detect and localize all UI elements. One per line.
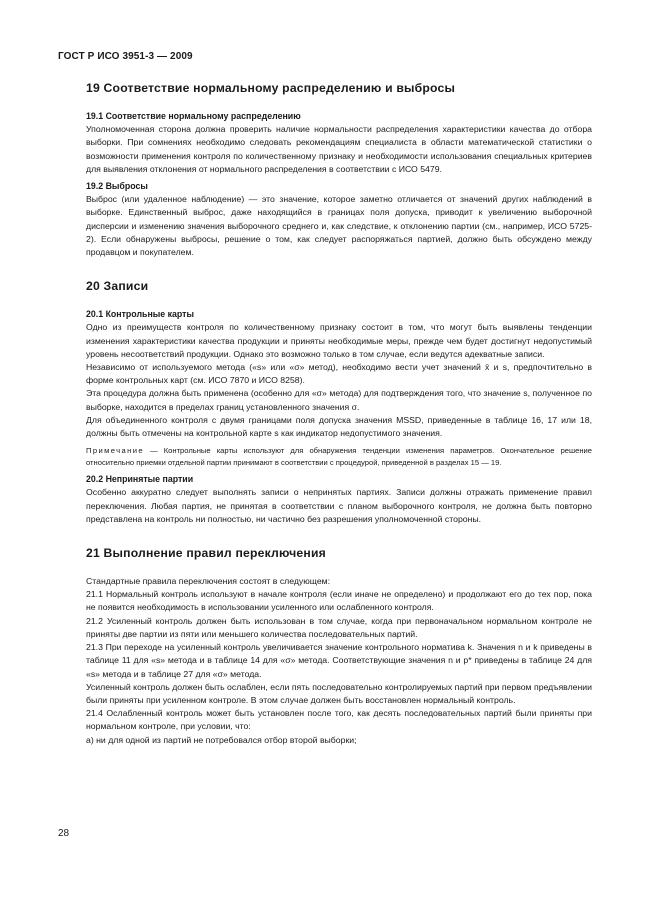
paragraph-21-3-b: Усиленный контроль должен быть ослаблен, если пять последовательно контролируемых партий при первом предъявлении были приняты при усиленном контроле. В этом случае должен быть восстановлен нормальный контроль. [86,681,592,705]
paragraph-21-4: 21.4 Ослабленный контроль может быть установлен после того, как десять последовательных партий были приняты при нормальном контроле, при условии, что: [86,708,592,732]
paragraph-19-2: Выброс (или удаленное наблюдение) — это значение, которое заметно отличается от значений других наблюдений в выборке. Единственный выброс, даже находящийся в границах поля допуска, приводит к увеличению выборочной дисперсии и изменению значения выборочного среднего и, как следствие, к отклонению партии (см., например, ИСО 5725-2). Если обнаружены выбросы, решение о том, как следует распоряжаться партией, должно быть обсуждено между продавцом и покупателем. [86,194,592,258]
paragraph-20-2: Особенно аккуратно следует выполнять записи о непринятых партиях. Записи должны отражать применение правил переключения. Любая партия, не принятая в соответствии с планом выборочного контроля, не должна быть повторно представлена на контроль ни полностью, ни частично без разрешения уполномоченной стороны. [86,487,592,524]
page-content [86,73,592,747]
paragraph-21-3: 21.3 При переходе на усиленный контроль увеличивается значение контрольного норматива k. Значения n и k приведены в таблице 11 для «s» метода и в таблице 14 для «σ» метода. Соответствующие значения n и p* приведены в таблице 24 для «s» метода и в таблице 27 для «σ» метода. [86,642,592,679]
subsection-20-1-title: 20.1 Контрольные карты [86,309,194,320]
section-19-title: 19 Соответствие нормальному распределению и выбросы [86,81,456,95]
note-label: Примечание [86,446,144,456]
paragraph-21-2: 21.2 Усиленный контроль должен быть использован в том случае, когда при первоначальном нормальном контроле не приняты две партии из пяти или меньшего количества последовательных партий. [86,615,592,639]
paragraph-20-1-a: Одно из преимуществ контроля по количественному признаку состоит в том, что могут быть выявлены тенденции изменения характеристики качества продукции и приняты необходимые меры, прежде чем будет достигнут недопустимый уровень несоответствий продукции. Однако это возможно только в том случае, если ведутся адекватные записи. [86,322,592,359]
note-text: — Контрольные карты используют для обнаружения тенденции изменения параметров. Окончательное решение относительно приемки отдельной партии принимают в соответствии с процедурой, приведенной в разделах 15 — 19. [86,446,592,468]
section-21-title: 21 Выполнение правил переключения [86,546,326,561]
paragraph-20-1-d: Для объединенного контроля с двумя границами поля допуска значения MSSD, приведенные в таблице 16, 17 или 18, должны быть отмечены на контрольной карте s как индикатор недопустимого значения. [86,414,592,439]
subsection-19-2-title: 19.2 Выбросы [86,181,148,192]
note-20-1 [86,445,592,469]
paragraph-20-1-b: Независимо от используемого метода («s» или «σ» метод), необходимо вести учет значений x̄ и s, предпочтительно в форме контрольных карт (см. ИСО 7870 и ИСО 8258). [86,362,592,386]
page-number: 28 [58,828,70,839]
section-20-title: 20 Записи [86,279,149,294]
list-item-a: а) ни для одной из партий не потребовался отбор второй выборки; [86,734,357,745]
paragraph-20-1-c: Эта процедура должна быть применена (особенно для «σ» метода) для подтверждения того, что значение s, полученное по выборке, находится в пределах границ установленного значения σ. [86,388,592,412]
page-header: ГОСТ Р ИСО 3951-3 — 2009 [58,51,193,62]
subsection-20-2-title: 20.2 Непринятые партии [86,474,194,485]
paragraph-19-1: Уполномоченная сторона должна проверить наличие нормальности распределения характеристики качества до отбора выборки. При сомнениях необходимо следовать рекомендациям специалиста в области математической статистики о возможности применения контроля по количественному признаку и необходимости использования специальных критериев для выявления отклонения от нормального распределения в соответствии с ИСО 5479. [86,124,592,174]
subsection-19-1-title: 19.1 Соответствие нормальному распределению [86,111,301,121]
paragraph-21-1: 21.1 Нормальный контроль используют в начале контроля (если иначе не определено) и продолжают его до тех пор, пока не появится необходимость в использовании усиленного или ослабленного контроля. [86,589,592,613]
paragraph-21-intro: Стандартные правила переключения состоят в следующем: [86,576,331,587]
